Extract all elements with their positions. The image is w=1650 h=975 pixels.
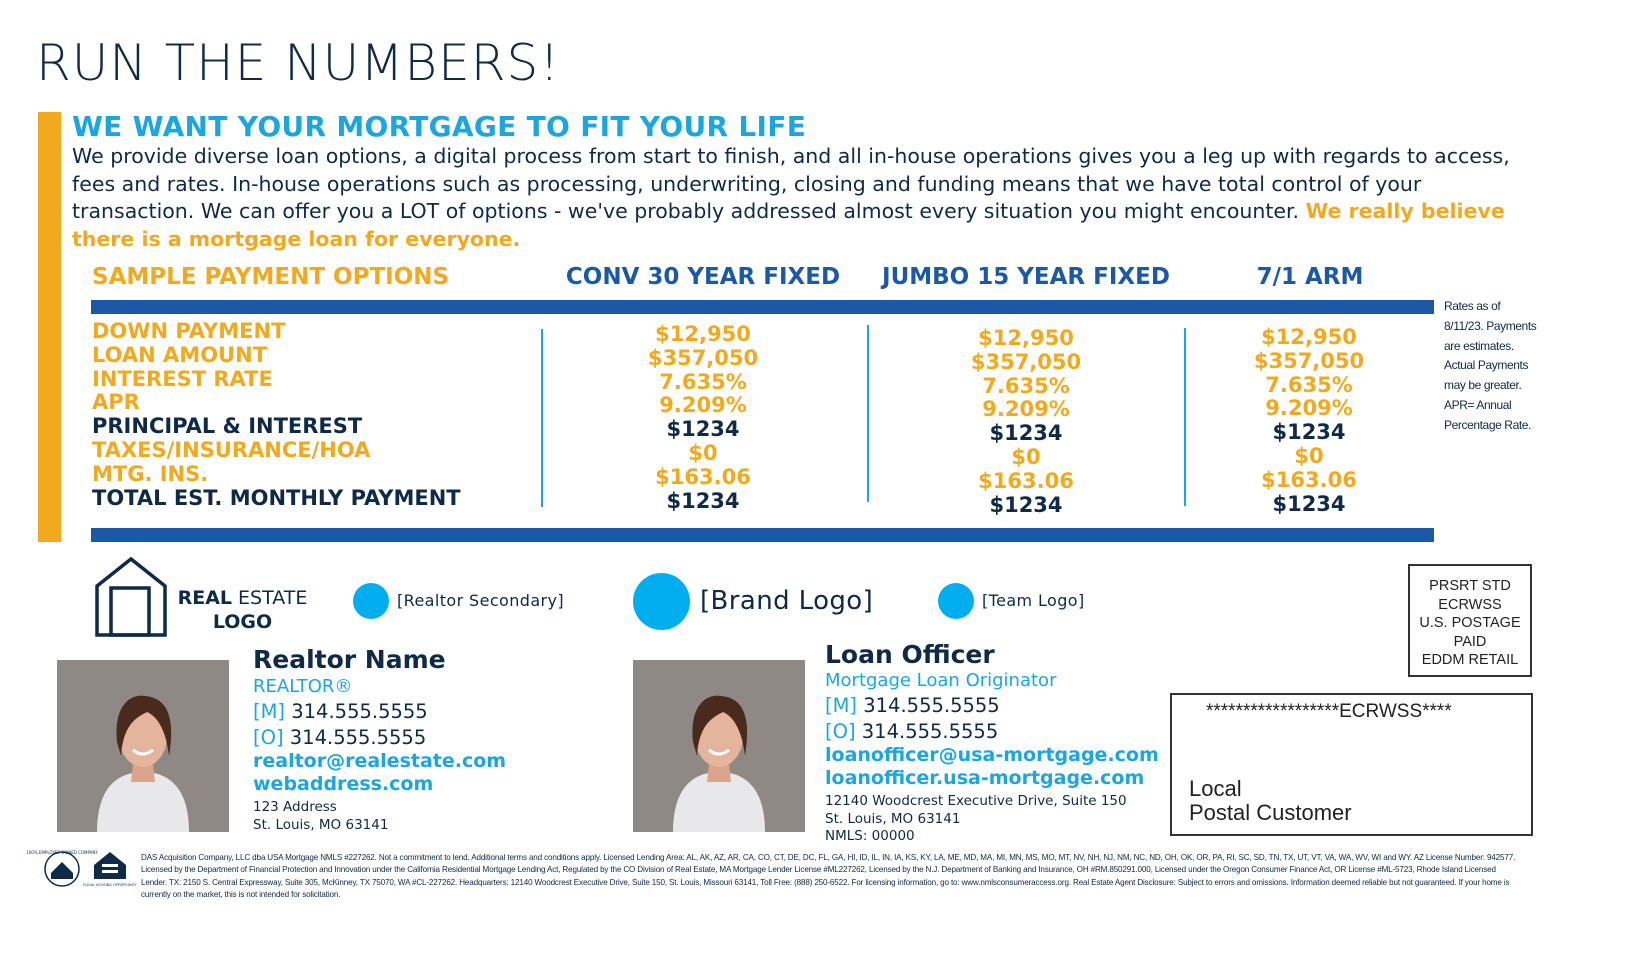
realtor-email-link[interactable]: realtor@realestate.com bbox=[253, 750, 507, 772]
address-line: St. Louis, MO 63141 bbox=[825, 810, 961, 827]
team-logo-dot bbox=[938, 583, 974, 619]
row-label: TOTAL EST. MONTHLY PAYMENT bbox=[92, 485, 461, 510]
cell-value: 9.209% bbox=[1265, 396, 1353, 421]
row-label: TAXES/INSURANCE/HOA bbox=[92, 437, 371, 462]
realtor-web-link[interactable]: webaddress.com bbox=[253, 773, 434, 795]
realtor-secondary-logo-dot bbox=[353, 583, 389, 619]
cell-value: 7.635% bbox=[659, 369, 747, 394]
cell-value: $163.06 bbox=[655, 464, 751, 489]
esop-badge-text: 100% EMPLOYEE OWNED COMPANY bbox=[26, 850, 98, 855]
realtor-title: REALTOR® bbox=[253, 676, 353, 697]
cell-value: $0 bbox=[1011, 444, 1041, 469]
address-local: Local bbox=[1189, 776, 1242, 801]
table-bottom-bar bbox=[91, 528, 1434, 542]
intro-text: We provide diverse loan options, a digital process from start to finish, and all in-house operations gives you a leg up with regards to access, fees and rates. In-house operations such as processing, underwriting, closing and funding means that we have total control of your transaction. We can offer you a LOT of options - we've probably addressed almost every situation you might encounter. bbox=[72, 144, 1510, 223]
column-divider bbox=[541, 329, 543, 507]
column-divider bbox=[867, 325, 869, 502]
cell-value: $1234 bbox=[989, 421, 1063, 446]
loan-officer-photo bbox=[633, 660, 805, 832]
cell-value: $163.06 bbox=[1261, 467, 1357, 492]
person-photo-icon bbox=[57, 660, 229, 832]
postal-line: ECRWSS bbox=[1438, 596, 1502, 613]
address-ecrwss: ******************ECRWSS**** bbox=[1206, 701, 1452, 722]
loan-officer-web-link[interactable]: loanofficer.usa-mortgage.com bbox=[825, 767, 1145, 789]
cell-value: $1234 bbox=[1272, 491, 1346, 516]
mobile-number[interactable]: 314.555.5555 bbox=[857, 694, 1000, 717]
logo-word-logo: LOGO bbox=[212, 611, 273, 633]
eho-badge-text: EQUAL HOUSING OPPORTUNITY bbox=[83, 883, 137, 887]
intro-highlight: We really believe there is a mortgage loan for everyone. bbox=[72, 199, 1505, 251]
cell-value: 7.635% bbox=[1265, 372, 1353, 397]
realtor-address bbox=[253, 799, 388, 834]
cell-value: 9.209% bbox=[982, 397, 1070, 422]
postal-line: U.S. POSTAGE bbox=[1419, 615, 1521, 631]
cell-value: $163.06 bbox=[978, 468, 1074, 493]
realtor-mobile bbox=[253, 700, 428, 723]
cell-value: $1234 bbox=[666, 488, 740, 513]
cell-value: $12,950 bbox=[1261, 325, 1357, 349]
office-number[interactable]: 314.555.5555 bbox=[283, 726, 427, 749]
loan-officer-address bbox=[825, 793, 1127, 846]
table-header-conv: CONV 30 YEAR FIXED bbox=[565, 264, 841, 290]
rates-note: Rates as of 8/11/23. Payments are estimates. Actual Payments may be greater. APR= Annual Percentage Rate. bbox=[1444, 299, 1537, 432]
section-subtitle: WE WANT YOUR MORTGAGE TO FIT YOUR LIFE bbox=[72, 110, 807, 143]
mobile-tag: [M] bbox=[253, 700, 286, 723]
column-divider bbox=[1184, 328, 1186, 506]
cell-value: $357,050 bbox=[1253, 348, 1365, 373]
address-line: 12140 Woodcrest Executive Drive, Suite 150 bbox=[825, 793, 1127, 809]
house-logo-icon bbox=[94, 556, 168, 638]
loan-officer-name: Loan Officer bbox=[825, 640, 995, 669]
postage-indicia bbox=[1408, 564, 1532, 677]
address-recipient bbox=[1189, 777, 1352, 825]
row-label: PRINCIPAL & INTEREST bbox=[92, 414, 363, 439]
team-logo-label: [Team Logo] bbox=[982, 591, 1085, 610]
row-label: MTG. INS. bbox=[92, 461, 209, 486]
postal-line: PRSRT STD bbox=[1429, 578, 1511, 594]
brand-logo-label: [Brand Logo] bbox=[700, 586, 874, 616]
table-header-arm: 7/1 ARM bbox=[1256, 264, 1364, 290]
intro-paragraph bbox=[72, 143, 1532, 253]
jumbo-values bbox=[926, 327, 1126, 517]
real-estate-logo-text bbox=[170, 586, 315, 634]
row-label: APR bbox=[92, 390, 140, 415]
office-tag: [O] bbox=[825, 720, 856, 743]
address-block bbox=[1170, 693, 1533, 836]
loan-officer-mobile bbox=[825, 694, 1000, 717]
nmls-line: NMLS: 00000 bbox=[825, 828, 915, 844]
page-title: RUN THE NUMBERS! bbox=[36, 34, 561, 92]
loan-officer-email-link[interactable]: loanofficer@usa-mortgage.com bbox=[825, 744, 1159, 766]
postal-line: PAID bbox=[1453, 633, 1487, 650]
cell-value: $12,950 bbox=[978, 326, 1074, 350]
realtor-photo bbox=[57, 660, 229, 832]
mobile-number[interactable]: 314.555.5555 bbox=[285, 700, 428, 723]
cell-value: $0 bbox=[688, 440, 718, 465]
logo-word-real: REAL bbox=[177, 587, 233, 609]
row-label: DOWN PAYMENT bbox=[92, 319, 286, 343]
conv-values bbox=[603, 323, 803, 513]
row-labels bbox=[92, 320, 461, 510]
equal-housing-icon bbox=[83, 849, 137, 889]
brand-logo-dot bbox=[633, 573, 690, 630]
cell-value: $1234 bbox=[666, 417, 740, 442]
table-header-jumbo: JUMBO 15 YEAR FIXED bbox=[882, 264, 1170, 290]
cell-value: $357,050 bbox=[647, 345, 759, 370]
realtor-name: Realtor Name bbox=[253, 645, 446, 674]
arm-values bbox=[1209, 326, 1409, 516]
address-customer: Postal Customer bbox=[1189, 800, 1352, 825]
realtor-secondary-label: [Realtor Secondary] bbox=[397, 591, 565, 610]
cell-value: $1234 bbox=[1272, 420, 1346, 445]
row-label: LOAN AMOUNT bbox=[92, 342, 268, 367]
table-top-bar bbox=[91, 300, 1434, 314]
cell-value: $357,050 bbox=[970, 349, 1082, 374]
mobile-tag: [M] bbox=[825, 694, 858, 717]
row-label: INTEREST RATE bbox=[92, 366, 273, 391]
loan-officer-title: Mortgage Loan Originator bbox=[825, 670, 1057, 691]
office-tag: [O] bbox=[253, 726, 284, 749]
cell-value: $12,950 bbox=[655, 322, 751, 346]
address-line: St. Louis, MO 63141 bbox=[253, 816, 389, 833]
cell-value: $0 bbox=[1294, 443, 1324, 468]
logo-word-estate: ESTATE bbox=[232, 587, 308, 609]
person-photo-icon bbox=[633, 660, 805, 832]
address-line: 123 Address bbox=[253, 799, 337, 815]
employee-owned-badge-icon bbox=[26, 849, 98, 889]
office-number[interactable]: 314.555.5555 bbox=[855, 720, 999, 743]
cell-value: $1234 bbox=[989, 492, 1063, 517]
cell-value: 7.635% bbox=[982, 373, 1070, 398]
loan-officer-office bbox=[825, 720, 998, 743]
accent-bar bbox=[38, 112, 61, 542]
realtor-office bbox=[253, 726, 426, 749]
postal-line: EDDM RETAIL bbox=[1421, 652, 1519, 668]
table-header-options: SAMPLE PAYMENT OPTIONS bbox=[92, 264, 450, 290]
cell-value: 9.209% bbox=[659, 393, 747, 418]
legal-disclaimer: DAS Acquisition Company, LLC dba USA Mortgage NMLS #227262. Not a commitment to lend. Additional terms and conditions apply. Licensed Lending Area: AL, AK, AZ, AR, CA, CO, CT, DE, DC, FL, GA, HI, ID, IL, IN, IA, KS, KY, LA, ME, MD, MA, MI, MN, MS, MO, MT, NV, NH, NJ, NM, NC, ND, OH, OK, OR, PA, RI, SC, SD, TN, TX, UT, VT, VA, WA, WV, WI and WY. AZ License Number: 942577. Licensed by the Department of Financial Protection and Innovation under the California Residential Mortgage Lending Act, Regulated by the CO Division of Real Estate, MA Mortgage Lender License #ML227262, Licensed by the N.J. Department of Banking and Insurance, OH #RM.850291.000, Licensed under the Oregon Consumer Finance Act, OR License #ML-5723, Rhode Island Licensed Lender. TX: 2150 S. Central Expressway, Suite 305, McKinney, TX 75070, WA #CL-227262. Headquarters: 12140 Woodcrest Executive Drive, Suite 150, St. Louis, Missouri 63141, Toll Free: (888) 250-6522. For licensing information, go to: www.nmlsconsumeraccess.org. Real Estate Agent Disclosure: Subject to errors and omissions. Information deemed reliable but not guaranteed. If your home is currently on the market, this is not intended for solicitation. bbox=[141, 853, 1516, 899]
